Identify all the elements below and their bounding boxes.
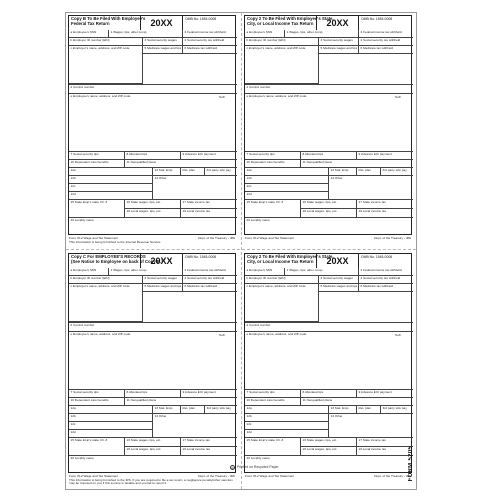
state-tax-field[interactable]: 17 State income tax xyxy=(357,438,413,447)
omb-number: OMB No. 1545-0008 xyxy=(361,255,393,259)
employer-address-field[interactable]: c Employer's name, address, and ZIP code xyxy=(245,46,319,84)
treasury-dept: Dept. of the Treasury - IRS xyxy=(198,474,235,478)
copy-title-line2: City, or Local Income Tax Return xyxy=(247,258,314,264)
tax-year: 20XX xyxy=(317,16,359,30)
medicare-wages-field[interactable]: 5 Medicare wages and tips xyxy=(319,284,359,292)
horizontal-perforation xyxy=(66,249,416,250)
state-id-field[interactable] xyxy=(69,438,125,456)
omb-number: OMB No. 1545-0008 xyxy=(185,17,217,21)
box-12a-field[interactable]: 12a xyxy=(69,168,153,176)
allocated-tips-field[interactable]: 8 Allocated tips xyxy=(301,390,357,398)
medicare-tax-field[interactable]: 6 Medicare tax withheld xyxy=(359,284,413,292)
employer-address-field[interactable]: c Employer's name, address, and ZIP code xyxy=(245,284,319,322)
state-id-label: Emp's state I.D. # xyxy=(82,199,108,204)
copy-title-line1: Copy 2 To Be Filed With Employee's State, xyxy=(247,16,334,21)
form-name: Form W-2 Wage and Tax Statement xyxy=(245,236,295,240)
tax-year: 20XX xyxy=(141,16,183,30)
state-label: 15 State xyxy=(70,199,83,204)
ssn-field[interactable]: a Employee's SSN xyxy=(69,30,109,38)
allocated-tips-field[interactable]: 8 Allocated tips xyxy=(125,390,181,398)
recycled-paper-note xyxy=(230,465,279,470)
box-12a-field[interactable]: 12a xyxy=(245,168,329,176)
ssn-field[interactable]: a Employee's SSN xyxy=(245,268,285,276)
third-party-sick-checkbox[interactable]: 3rd party sick pay xyxy=(381,406,413,414)
nonqualified-plans-field[interactable]: 11 Nonqualified plans xyxy=(301,398,413,406)
local-wages-field[interactable]: 18 Local wages, tips, etc. xyxy=(125,447,181,456)
statutory-checkbox[interactable]: 13 Stat. Emp. xyxy=(153,406,181,414)
vertical-perforation xyxy=(241,13,242,489)
w2-form-sheet xyxy=(65,12,417,490)
third-party-sick-checkbox[interactable]: 3rd party sick pay xyxy=(381,168,413,176)
omb-number: OMB No. 1545-0008 xyxy=(361,17,393,21)
medicare-tax-field[interactable]: 6 Medicare tax withheld xyxy=(183,46,237,54)
local-wages-field[interactable]: 18 Local wages, tips, etc. xyxy=(301,209,357,218)
recycled-text: Printed on Recycled Paper xyxy=(237,465,279,469)
dependent-care-field[interactable]: 10 Dependent care benefits xyxy=(245,160,301,168)
medicare-wages-field[interactable]: 5 Medicare wages and tips xyxy=(319,46,359,54)
ss-wages-field[interactable]: 3 Social security wages xyxy=(319,38,359,46)
box-12a-field[interactable]: 12a xyxy=(69,406,153,414)
ss-wages-field[interactable]: 3 Social security wages xyxy=(319,276,359,284)
form-name: Form W-2 Wage and Tax Statement xyxy=(245,474,295,478)
locality-field[interactable]: 20 Locality name xyxy=(70,217,94,222)
suffix-label: Suff. xyxy=(219,95,226,99)
locality-field[interactable]: 20 Locality name xyxy=(246,217,270,222)
nonqualified-plans-field[interactable]: 11 Nonqualified plans xyxy=(125,398,237,406)
local-tax-field[interactable]: 19 Local income tax xyxy=(357,209,413,218)
box-12d-field[interactable]: 12d xyxy=(69,192,153,200)
ss-wages-field[interactable]: 3 Social security wages xyxy=(143,38,183,46)
tax-year: 20XX xyxy=(141,254,183,268)
other-field[interactable]: 14 Other xyxy=(329,176,413,200)
wages-field[interactable]: 1 Wages, tips, other comp. xyxy=(285,30,359,38)
form-number-label: FORM 5205 xyxy=(408,445,414,481)
wages-field[interactable]: 1 Wages, tips, other comp. xyxy=(109,268,183,276)
other-field[interactable]: 14 Other xyxy=(329,414,413,438)
other-field[interactable]: 14 Other xyxy=(153,414,237,438)
state-label: 15 State xyxy=(246,437,259,442)
box-12a-field[interactable]: 12a xyxy=(245,406,329,414)
state-wages-field[interactable]: 16 State wages, tips, etc. xyxy=(301,438,357,447)
ein-field[interactable]: b Employer ID number (EIN) xyxy=(245,276,319,284)
federal-tax-field[interactable]: 2 Federal income tax withheld xyxy=(359,268,413,276)
w2-form xyxy=(244,15,412,235)
ss-tips-field[interactable]: 7 Social security tips xyxy=(245,390,301,398)
third-party-sick-checkbox[interactable]: 3rd party sick pay xyxy=(205,406,237,414)
retirement-plan-checkbox[interactable]: Ret. plan xyxy=(357,168,381,176)
state-label: 15 State xyxy=(70,437,83,442)
state-wages-field[interactable]: 16 State wages, tips, etc. xyxy=(301,200,357,209)
ss-tax-field[interactable]: 4 Social security tax withheld xyxy=(183,276,237,284)
other-field[interactable]: 14 Other xyxy=(153,176,237,200)
box-12c-field[interactable]: 12c xyxy=(245,184,329,192)
local-tax-field[interactable]: 19 Local income tax xyxy=(181,447,237,456)
dependent-care-field[interactable]: 10 Dependent care benefits xyxy=(69,398,125,406)
tax-year: 20XX xyxy=(317,254,359,268)
control-number-field[interactable]: d Control number xyxy=(69,322,237,332)
allocated-tips-field[interactable]: 8 Allocated tips xyxy=(125,152,181,160)
advance-eic-field[interactable]: 9 Advance EIC payment xyxy=(357,152,413,160)
dependent-care-field[interactable]: 10 Dependent care benefits xyxy=(69,160,125,168)
state-label: 15 State xyxy=(246,199,259,204)
state-wages-field[interactable]: 16 State wages, tips, etc. xyxy=(125,438,181,447)
ssn-field[interactable]: a Employee's SSN xyxy=(69,268,109,276)
blank-area xyxy=(143,292,237,322)
copy-title-line1: Copy C For EMPLOYEE'S RECORDS xyxy=(71,254,146,259)
advance-eic-field[interactable]: 9 Advance EIC payment xyxy=(181,390,237,398)
box-12d-field[interactable]: 12d xyxy=(69,430,153,438)
state-id-label: Emp's state I.D. # xyxy=(258,199,284,204)
state-tax-field[interactable]: 17 State income tax xyxy=(357,200,413,209)
locality-field[interactable]: 20 Locality name xyxy=(70,455,94,460)
medicare-wages-field[interactable]: 5 Medicare wages and tips xyxy=(143,284,183,292)
copy-2-top-quadrant xyxy=(244,15,416,249)
suffix-label: Suff. xyxy=(395,95,402,99)
advance-eic-field[interactable]: 9 Advance EIC payment xyxy=(357,390,413,398)
box-12d-field[interactable]: 12d xyxy=(245,192,329,200)
ss-tax-field[interactable]: 4 Social security tax withheld xyxy=(359,276,413,284)
retirement-plan-checkbox[interactable]: Ret. plan xyxy=(181,168,205,176)
copy-title xyxy=(245,16,334,30)
form-name: Form W-2 Wage and Tax Statement xyxy=(69,474,119,478)
treasury-dept: Dept. of the Treasury - IRS xyxy=(374,236,411,240)
local-wages-field[interactable]: 18 Local wages, tips, etc. xyxy=(125,209,181,218)
statutory-checkbox[interactable]: 13 Stat. Emp. xyxy=(329,168,357,176)
suffix-label: Suff. xyxy=(219,333,226,337)
box-12d-field[interactable]: 12d xyxy=(245,430,329,438)
retirement-plan-checkbox[interactable]: Ret. plan xyxy=(181,406,205,414)
control-number-field[interactable]: d Control number xyxy=(245,322,413,332)
copy-title-line2: Federal Tax Return xyxy=(71,20,110,26)
state-id-field[interactable] xyxy=(245,438,301,456)
copy-title-line1: Copy B To Be Filed With Employee's xyxy=(71,16,146,21)
copy-title-line2: (See Notice to Employee on back of Copy B.) xyxy=(71,258,163,264)
blank-area xyxy=(319,292,413,322)
control-number-field[interactable]: d Control number xyxy=(69,84,237,94)
wages-field[interactable]: 1 Wages, tips, other comp. xyxy=(109,30,183,38)
w2-form xyxy=(68,15,236,235)
irs-notice: This information is being furnished to the Internal Revenue Service. xyxy=(69,239,162,244)
ein-field[interactable]: b Employer ID number (EIN) xyxy=(69,38,143,46)
federal-tax-field[interactable]: 2 Federal income tax withheld xyxy=(183,30,237,38)
employee-address-field[interactable]: e Employee's name, address, and ZIP code xyxy=(245,94,413,152)
ss-tips-field[interactable]: 7 Social security tips xyxy=(69,390,125,398)
copy-c-quadrant xyxy=(68,253,240,487)
copy-title xyxy=(69,16,146,30)
retirement-plan-checkbox[interactable]: Ret. plan xyxy=(357,406,381,414)
ein-field[interactable]: b Employer ID number (EIN) xyxy=(69,276,143,284)
ss-tax-field[interactable]: 4 Social security tax withheld xyxy=(359,38,413,46)
state-tax-field[interactable]: 17 State income tax xyxy=(181,438,237,447)
copy-b-quadrant xyxy=(68,15,240,249)
federal-tax-field[interactable]: 2 Federal income tax withheld xyxy=(359,30,413,38)
state-tax-field[interactable]: 17 State income tax xyxy=(181,200,237,209)
employee-address-field[interactable]: e Employee's name, address, and ZIP code xyxy=(69,94,237,152)
blank-area xyxy=(143,54,237,84)
state-id-field[interactable] xyxy=(69,200,125,218)
copy-title xyxy=(245,254,334,268)
third-party-sick-checkbox[interactable]: 3rd party sick pay xyxy=(205,168,237,176)
ein-field[interactable]: b Employer ID number (EIN) xyxy=(245,38,319,46)
w2-form xyxy=(68,253,236,473)
employer-address-field[interactable]: c Employer's name, address, and ZIP code xyxy=(69,46,143,84)
statutory-checkbox[interactable]: 13 Stat. Emp. xyxy=(153,168,181,176)
local-tax-field[interactable]: 19 Local income tax xyxy=(357,447,413,456)
nonqualified-plans-field[interactable]: 11 Nonqualified plans xyxy=(301,160,413,168)
treasury-dept: Dept. of the Treasury - IRS xyxy=(198,236,235,240)
irs-notice: This information is being furnished to the IRS. If you are required to file a tax return, a negligence penalty/other sanction may be imposed on you if this income is taxable and you fail to report it. xyxy=(69,477,233,486)
medicare-tax-field[interactable]: 6 Medicare tax withheld xyxy=(359,46,413,54)
ss-tips-field[interactable]: 7 Social security tips xyxy=(69,152,125,160)
box-12b-field[interactable]: 12b xyxy=(69,414,153,422)
w2-form xyxy=(244,253,412,473)
ss-tax-field[interactable]: 4 Social security tax withheld xyxy=(183,38,237,46)
medicare-tax-field[interactable]: 6 Medicare tax withheld xyxy=(183,284,237,292)
ssn-field[interactable]: a Employee's SSN xyxy=(245,30,285,38)
box-12b-field[interactable]: 12b xyxy=(69,176,153,184)
copy-2-bottom-quadrant xyxy=(244,253,416,487)
local-tax-field[interactable]: 19 Local income tax xyxy=(181,209,237,218)
employee-address-field[interactable]: e Employee's name, address, and ZIP code xyxy=(245,332,413,390)
ss-tips-field[interactable]: 7 Social security tips xyxy=(245,152,301,160)
state-id-label: Emp's state I.D. # xyxy=(258,437,284,442)
copy-title-line1: Copy 2 To Be Filed With Employee's State, xyxy=(247,254,334,259)
box-12c-field[interactable]: 12c xyxy=(69,184,153,192)
employee-address-field[interactable]: e Employee's name, address, and ZIP code xyxy=(69,332,237,390)
ss-wages-field[interactable]: 3 Social security wages xyxy=(143,276,183,284)
treasury-dept: Dept. of the Treasury - IRS xyxy=(374,474,411,478)
dependent-care-field[interactable]: 10 Dependent care benefits xyxy=(245,398,301,406)
state-id-field[interactable] xyxy=(245,200,301,218)
locality-field[interactable]: 20 Locality name xyxy=(246,455,270,460)
form-name: Form W-2 Wage and Tax Statement xyxy=(69,236,119,240)
box-12c-field[interactable]: 12c xyxy=(245,422,329,430)
blank-area xyxy=(319,54,413,84)
employer-address-field[interactable]: c Employer's name, address, and ZIP code xyxy=(69,284,143,322)
local-wages-field[interactable]: 18 Local wages, tips, etc. xyxy=(301,447,357,456)
medicare-wages-field[interactable]: 5 Medicare wages and tips xyxy=(143,46,183,54)
advance-eic-field[interactable]: 9 Advance EIC payment xyxy=(181,152,237,160)
state-id-label: Emp's state I.D. # xyxy=(82,437,108,442)
state-wages-field[interactable]: 16 State wages, tips, etc. xyxy=(125,200,181,209)
box-12c-field[interactable]: 12c xyxy=(69,422,153,430)
federal-tax-field[interactable]: 2 Federal income tax withheld xyxy=(183,268,237,276)
allocated-tips-field[interactable]: 8 Allocated tips xyxy=(301,152,357,160)
statutory-checkbox[interactable]: 13 Stat. Emp. xyxy=(329,406,357,414)
omb-number: OMB No. 1545-0008 xyxy=(185,255,217,259)
copy-title-line2: City, or Local Income Tax Return xyxy=(247,20,314,26)
box-12b-field[interactable]: 12b xyxy=(245,414,329,422)
suffix-label: Suff. xyxy=(395,333,402,337)
wages-field[interactable]: 1 Wages, tips, other comp. xyxy=(285,268,359,276)
recycle-icon: ♻ xyxy=(231,466,234,470)
box-12b-field[interactable]: 12b xyxy=(245,176,329,184)
nonqualified-plans-field[interactable]: 11 Nonqualified plans xyxy=(125,160,237,168)
control-number-field[interactable]: d Control number xyxy=(245,84,413,94)
